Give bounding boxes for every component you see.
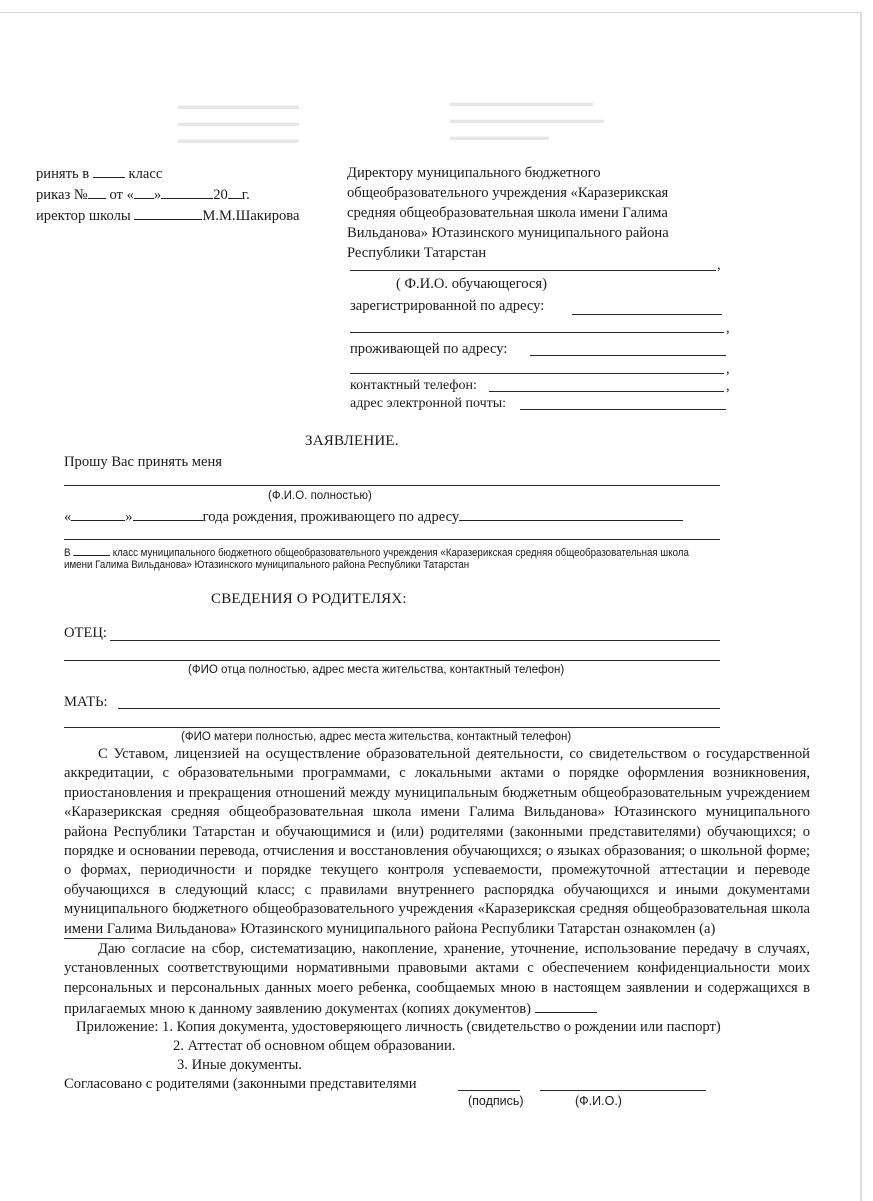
phone-label: контактный телефон: (350, 378, 477, 393)
consent-text-wrap (64, 940, 810, 1020)
acknowledgement-signature-field[interactable] (64, 938, 134, 939)
class-blank (93, 163, 125, 178)
director-signature-blank (134, 205, 202, 220)
comma: , (726, 320, 730, 336)
comma: , (726, 378, 730, 394)
student-name-caption: ( Ф.И.О. обучающегося) (396, 276, 547, 292)
parents-section-title: СВЕДЕНИЯ О РОДИТЕЛЯХ: (211, 591, 407, 607)
mother-label: МАТЬ: (64, 694, 108, 710)
student-address-field[interactable] (459, 506, 683, 521)
attachment-item: 3. Иные документы. (177, 1057, 302, 1073)
addressee-line: Директору муниципального бюджетного (347, 165, 601, 181)
phone-field[interactable] (489, 391, 724, 392)
resolution-accept-line: ринять в класс (36, 163, 299, 184)
registered-address-field-2[interactable] (350, 332, 724, 333)
order-month-blank (161, 184, 213, 199)
application-title: ЗАЯВЛЕНИЕ. (305, 433, 399, 449)
comma: , (726, 361, 730, 377)
living-address-field-2[interactable] (350, 373, 724, 374)
father-info-field-2[interactable] (64, 660, 720, 661)
bleed-through-artifact: ▬▬▬▬▬▬▬▬▬▬▬ ▬▬▬▬▬▬▬▬▬▬▬ ▬▬▬▬▬▬▬▬▬▬▬ (178, 100, 299, 146)
father-caption: (ФИО отца полностью, адрес места жительства, контактный телефон) (188, 664, 565, 676)
request-text: Прошу Вас принять меня (64, 454, 223, 470)
student-name-field[interactable] (350, 270, 716, 271)
class-row: В класс муниципального бюджетного общеобразовательного учреждения «Каразерикская средняя общеобразовательная школа (64, 544, 689, 560)
bleed-through-artifact: ▬▬▬▬▬▬▬▬▬▬▬▬▬ ▬▬▬▬▬▬▬▬▬▬▬▬▬▬ ▬▬▬▬▬▬▬▬▬ (450, 97, 604, 143)
mother-info-field-2[interactable] (64, 727, 720, 728)
grade-field[interactable] (73, 544, 110, 556)
attachment-item: 2. Аттестат об основном общем образовании. (173, 1038, 456, 1054)
parent-name-caption: (Ф.И.О.) (575, 1094, 622, 1108)
order-number-blank (88, 184, 106, 199)
addressee-block (347, 163, 669, 263)
mother-caption: (ФИО матери полностью, адрес места жительства, контактный телефон) (181, 731, 572, 743)
resolution-director-line: иректор школы М.М.Шакирова (36, 205, 299, 226)
attachments-label: Приложение: (76, 1019, 159, 1035)
father-label: ОТЕЦ: (64, 625, 107, 641)
parent-name-field[interactable] (540, 1090, 706, 1091)
birth-address-row: « » года рождения, проживающего по адресу (64, 506, 683, 527)
comma: , (717, 257, 721, 273)
addressee-line: общеобразовательного учреждения «Каразерикская (347, 185, 669, 201)
consent-signature-field[interactable] (535, 998, 597, 1013)
email-field[interactable] (520, 409, 726, 410)
addressee-line: средняя общеобразовательная школа имени Галима (347, 205, 668, 221)
consent-paragraph (64, 940, 810, 1020)
mother-info-field[interactable] (118, 708, 720, 709)
addressee-line: Вильданова» Ютазинского муниципального района (347, 225, 669, 241)
resolution-block (36, 163, 299, 226)
email-label: адрес электронной почты: (350, 396, 507, 411)
registered-address-field[interactable] (572, 314, 722, 315)
agreement-text: Согласовано с родителями (законными представителями (64, 1076, 417, 1092)
attachment-item: 1. Копия документа, удостоверяющего личность (свидетельство о рождении или паспорт) (162, 1019, 721, 1035)
full-name-caption: (Ф.И.О. полностью) (268, 490, 372, 502)
signature-caption: (подпись) (468, 1094, 524, 1108)
parent-signature-field[interactable] (458, 1090, 520, 1091)
order-year-blank (228, 184, 242, 199)
class-row-line2: имени Галима Вильданова» Ютазинского муниципального района Республики Татарстан (64, 559, 470, 571)
birth-year-field[interactable] (133, 506, 203, 521)
living-address-label: проживающей по адресу: (350, 341, 508, 357)
father-info-field[interactable] (110, 640, 720, 641)
addressee-line: Республики Татарстан (347, 245, 487, 261)
birth-day-field[interactable] (71, 506, 125, 521)
student-address-field-2[interactable] (64, 539, 720, 540)
acknowledgement-text: С Уставом, лицензией на осуществление образовательной деятельности, со свидетельством о государственной аккредитации, с образовательными программами, с локальными актами о порядке оформления возникновения, приостановления и прекращения отношений между муниципальным бюджетным общеобразовательным учреждением «Каразерикская средняя общеобразовательная школа имени Галима Вильданова» Ютазинского муниципального района Республики Татарстан и обучающимися и (или) родителями (законными представителями) обучающихся; о порядке и основании перевода, отчисления и восстановления обучающихся; о языках образования; о школьной форме; о формах, периодичности и порядке текущего контроля успеваемости, промежуточной аттестации и переводе обучающихся в следующий класс; с правилами внутреннего распорядка обучающихся и иными документами муниципального бюджетного общеобразовательного учреждения «Каразерикская средняя общеобразовательная школа имени Галима Вильданова» Ютазинского муниципального района Республики Татарстан ознакомлен (а) (64, 746, 810, 937)
living-address-field[interactable] (530, 355, 726, 356)
acknowledgement-paragraph (64, 745, 810, 939)
order-day-blank (134, 184, 154, 199)
registered-address-row: зарегистрированной по адресу: (350, 298, 545, 314)
attachments-row (76, 1017, 721, 1037)
full-name-field[interactable] (64, 485, 720, 486)
consent-text: Даю согласие на сбор, систематизацию, накопление, хранение, уточнение, использование передачу в случаях, установленных соответствующими нормативными правовыми актами с обеспечением конфиденциальности моих персональных и персональных данных моего ребенка, сообщаемых мною в настоящем заявлении и содержащихся в прилагаемых мною к данному заявлению документах (копиях документов) (64, 941, 810, 1018)
resolution-order-line: риказ № от « » 20 г. (36, 184, 299, 205)
